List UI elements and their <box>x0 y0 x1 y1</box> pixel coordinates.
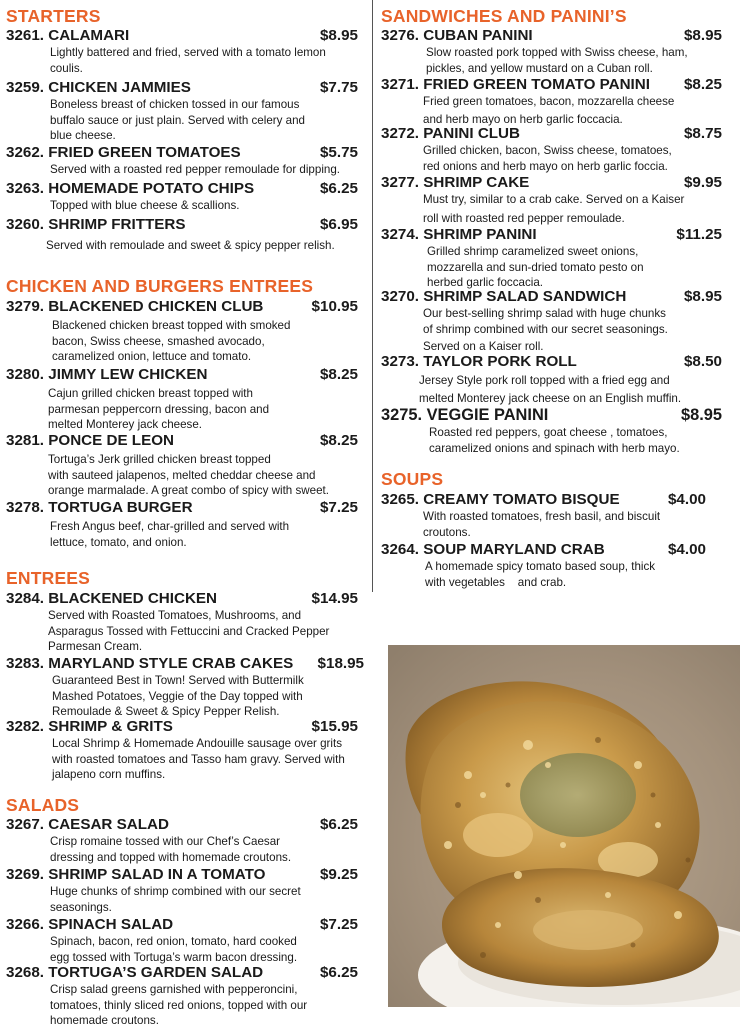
item-desc-line: jalapeno corn muffins. <box>52 768 166 782</box>
item-desc-line: pickles, and yellow mustard on a Cuban roll. <box>426 61 653 75</box>
item-price: $7.25 <box>319 916 358 933</box>
section-soups <box>381 469 739 489</box>
menu-item <box>6 654 364 720</box>
item-desc-line: mozzarella and sun-dried tomato pesto on <box>427 260 644 274</box>
menu-item <box>381 173 722 226</box>
item-desc-line: Served with Roasted Tomatoes, Mushrooms, and <box>48 609 302 622</box>
item-name: TORTUGA’S GARDEN SALAD <box>48 964 264 981</box>
item-name: SHRIMP SALAD SANDWICH <box>423 288 627 305</box>
item-code: 3271. <box>381 76 420 93</box>
item-desc-line: dressing and topped with homemade croutons. <box>50 850 292 864</box>
item-price: $7.25 <box>319 499 358 516</box>
item-price: $9.95 <box>683 174 722 191</box>
menu-item <box>6 431 358 499</box>
section-title: ENTREES <box>6 568 91 588</box>
item-desc-line: Jersey Style pork roll topped with a fried egg and <box>419 374 670 387</box>
menu-item <box>381 75 722 127</box>
section-title: SANDWICHES AND PANINI’S <box>381 6 627 26</box>
item-name: CAESAR SALAD <box>48 816 169 833</box>
item-price: $6.95 <box>319 216 358 233</box>
item-code: 3279. <box>6 298 45 315</box>
item-name: JIMMY LEW CHICKEN <box>48 366 208 383</box>
item-desc-line: blue cheese. <box>50 129 116 143</box>
item-name: FRIED GREEN TOMATO PANINI <box>423 76 650 93</box>
item-desc-line: Cajun grilled chicken breast topped with <box>48 387 253 400</box>
item-price: $18.95 <box>317 655 364 672</box>
item-price: $5.75 <box>319 144 358 161</box>
menu-item <box>6 215 358 254</box>
menu-item <box>381 540 706 590</box>
menu-item <box>6 717 358 783</box>
item-name: SHRIMP & GRITS <box>48 718 173 735</box>
item-price: $8.95 <box>683 288 722 305</box>
item-name: BLACKENED CHICKEN <box>48 590 218 607</box>
item-price: $11.25 <box>676 226 722 243</box>
item-desc-line: Slow roasted pork topped with Swiss cheese, ham, <box>426 46 688 59</box>
item-desc-line: Parmesan Cream. <box>48 640 143 654</box>
item-price: $8.95 <box>680 406 722 424</box>
fried-green-tomatoes-photo <box>388 645 740 1007</box>
item-code: 3261. <box>6 27 45 44</box>
menu-item <box>381 26 722 76</box>
section-salads <box>6 795 364 815</box>
section-starters <box>6 6 364 26</box>
item-desc-line: Roasted red peppers, goat cheese , tomatoes, <box>429 426 668 439</box>
item-desc-line: Served on a Kaiser roll. <box>423 340 544 354</box>
menu-item <box>381 124 722 174</box>
item-code: 3268. <box>6 964 45 981</box>
item-desc-line: Must try, similar to a crab cake. Served on a Kaiser <box>423 193 685 206</box>
item-name: HOMEMADE POTATO CHIPS <box>48 180 255 197</box>
item-price: $7.75 <box>319 79 358 96</box>
item-desc-line: croutons. <box>423 525 471 539</box>
item-desc-line: tomatoes, thinly sliced red onions, topped with our <box>50 998 308 1012</box>
item-desc-line: with sauteed jalapenos, melted cheddar cheese and <box>48 468 316 482</box>
item-desc-line: seasonings. <box>50 900 112 914</box>
item-name: PONCE DE LEON <box>48 432 174 449</box>
menu-item <box>381 405 722 456</box>
item-desc-line: parmesan peppercorn dressing, bacon and <box>48 402 270 416</box>
item-code: 3274. <box>381 226 420 243</box>
menu-item <box>6 143 358 178</box>
item-desc-line: melted Monterey jack cheese. <box>48 418 203 432</box>
item-desc-line: Local Shrimp & Homemade Andouille sausage over grits <box>52 737 342 750</box>
item-name: SHRIMP PANINI <box>423 226 537 243</box>
item-code: 3272. <box>381 125 420 142</box>
menu-item <box>6 865 358 915</box>
item-code: 3269. <box>6 866 45 883</box>
item-desc-line: Our best-selling shrimp salad with huge chunks <box>423 307 666 320</box>
item-desc-line: and herb mayo on herb garlic foccacia. <box>423 112 623 126</box>
item-desc-line: Fresh Angus beef, char-grilled and served with <box>50 520 290 533</box>
item-name: TORTUGA BURGER <box>48 499 193 516</box>
item-code: 3259. <box>6 79 45 96</box>
section-entrees <box>6 568 364 588</box>
menu-item <box>6 297 358 365</box>
item-code: 3263. <box>6 180 45 197</box>
item-desc-line: A homemade spicy tomato based soup, thick <box>425 560 656 573</box>
item-desc-line: Asparagus Tossed with Fettuccini and Cracked Pepper <box>48 624 330 638</box>
item-desc-line: with roasted tomatoes and Tasso ham gravy. Served with <box>52 752 345 766</box>
item-desc-line: coulis. <box>50 61 83 75</box>
item-desc-line: egg tossed with Tortuga’s warm bacon dressing. <box>50 950 298 964</box>
item-price: $8.25 <box>319 366 358 383</box>
menu-item <box>6 26 358 76</box>
item-desc-line: bacon, Swiss cheese, smashed avocado, <box>52 334 265 348</box>
item-desc-line: orange marmalade. A great combo of spicy with sweet. <box>48 484 329 498</box>
item-desc-line: Served with a roasted red pepper remoulade for dipping. <box>50 163 341 176</box>
column-divider <box>372 0 373 592</box>
menu-item <box>381 225 722 291</box>
item-name: BLACKENED CHICKEN CLUB <box>48 298 264 315</box>
item-name: CALAMARI <box>48 27 130 44</box>
item-desc-line: caramelized onions and spinach with herb mayo. <box>429 441 680 455</box>
item-code: 3276. <box>381 27 420 44</box>
section-title: SALADS <box>6 795 80 815</box>
menu-item <box>381 490 706 540</box>
item-name: SHRIMP SALAD IN A TOMATO <box>48 866 266 883</box>
item-desc-line: of shrimp combined with our secret seasonings. <box>423 322 668 336</box>
item-code: 3282. <box>6 718 45 735</box>
item-desc-line: Crisp romaine tossed with our Chef’s Caesar <box>50 835 281 848</box>
menu-item <box>381 287 722 355</box>
section-title: STARTERS <box>6 6 101 26</box>
item-code: 3277. <box>381 174 420 191</box>
item-name: SHRIMP CAKE <box>423 174 530 191</box>
item-desc-line: Lightly battered and fried, served with a tomato lemon <box>50 46 326 59</box>
item-code: 3281. <box>6 432 45 449</box>
item-price: $6.25 <box>319 816 358 833</box>
item-code: 3275. <box>381 406 423 424</box>
item-price: $8.50 <box>683 353 722 370</box>
item-code: 3266. <box>6 916 45 933</box>
item-price: $14.95 <box>311 590 358 607</box>
item-name: SHRIMP FRITTERS <box>48 216 186 233</box>
item-desc-line: Tortuga’s Jerk grilled chicken breast topped <box>48 453 271 466</box>
item-desc-line: with vegetables and crab. <box>425 575 567 589</box>
item-code: 3278. <box>6 499 45 516</box>
item-desc-line: Mashed Potatoes, Veggie of the Day topped with <box>52 689 303 703</box>
item-price: $4.00 <box>667 541 706 558</box>
section-title: SOUPS <box>381 469 444 489</box>
item-desc-line: Spinach, bacon, red onion, tomato, hard cooked <box>50 935 297 948</box>
menu-item <box>6 915 358 965</box>
item-code: 3260. <box>6 216 45 233</box>
item-name: PANINI CLUB <box>423 125 520 142</box>
item-code: 3265. <box>381 491 420 508</box>
item-desc-line: Grilled shrimp caramelized sweet onions, <box>427 245 639 258</box>
item-desc-line: Guaranteed Best in Town! Served with Buttermilk <box>52 674 304 687</box>
menu-item <box>381 352 722 406</box>
item-code: 3264. <box>381 541 420 558</box>
item-name: VEGGIE PANINI <box>426 406 549 424</box>
item-price: $8.95 <box>319 27 358 44</box>
item-name: SPINACH SALAD <box>48 916 174 933</box>
item-code: 3284. <box>6 590 45 607</box>
item-desc-line: homemade croutons. <box>50 1014 159 1028</box>
menu-item <box>6 78 358 144</box>
item-name: CREAMY TOMATO BISQUE <box>423 491 620 508</box>
item-desc-line: Grilled chicken, bacon, Swiss cheese, tomatoes, <box>423 144 672 157</box>
item-desc-line: herbed garlic foccacia. <box>427 276 543 290</box>
item-desc-line: roll with roasted red pepper remoulade. <box>423 211 625 225</box>
item-desc-line: Topped with blue cheese & scallions. <box>50 199 240 212</box>
item-price: $6.25 <box>319 180 358 197</box>
item-desc-line: With roasted tomatoes, fresh basil, and biscuit <box>423 510 661 523</box>
item-code: 3267. <box>6 816 45 833</box>
item-desc-line: Huge chunks of shrimp combined with our secret <box>50 885 301 898</box>
section-sandwiches <box>381 6 739 26</box>
item-price: $8.25 <box>319 432 358 449</box>
item-name: CHICKEN JAMMIES <box>48 79 191 96</box>
item-price: $8.95 <box>683 27 722 44</box>
item-price: $4.00 <box>667 491 706 508</box>
item-price: $15.95 <box>311 718 358 735</box>
item-name: SOUP MARYLAND CRAB <box>423 541 605 558</box>
item-desc-line: Served with remoulade and sweet & spicy pepper relish. <box>46 239 335 252</box>
item-price: $9.25 <box>319 866 358 883</box>
item-desc-line: Crisp salad greens garnished with pepperoncini, <box>50 983 298 996</box>
item-desc-line: caramelized onion, lettuce and tomato. <box>52 350 252 364</box>
menu-item <box>6 815 358 865</box>
item-name: CUBAN PANINI <box>423 27 533 44</box>
item-desc-line: melted Monterey jack cheese on an English muffin. <box>419 391 682 405</box>
item-code: 3283. <box>6 655 45 672</box>
section-chicken-burgers <box>6 276 364 296</box>
menu-item <box>6 963 358 1029</box>
item-desc-line: Blackened chicken breast topped with smoked <box>52 319 291 332</box>
item-name: TAYLOR PORK ROLL <box>423 353 577 370</box>
item-code: 3270. <box>381 288 420 305</box>
item-name: MARYLAND STYLE CRAB CAKES <box>48 655 294 672</box>
item-price: $8.75 <box>683 125 722 142</box>
menu-item <box>6 589 358 655</box>
menu-item <box>6 365 358 433</box>
item-desc-line: Remoulade & Sweet & Spicy Pepper Relish. <box>52 705 280 719</box>
item-desc-line: buffalo sauce or just plain. Served with celery and <box>50 113 305 127</box>
item-price: $10.95 <box>311 298 358 315</box>
item-desc-line: Boneless breast of chicken tossed in our famous <box>50 98 300 111</box>
item-price: $8.25 <box>683 76 722 93</box>
item-name: FRIED GREEN TOMATOES <box>48 144 241 161</box>
section-title: CHICKEN AND BURGERS ENTREES <box>6 276 314 296</box>
menu-item <box>6 498 358 550</box>
item-desc-line: Fried green tomatoes, bacon, mozzarella cheese <box>423 95 675 108</box>
item-desc-line: red onions and herb mayo on herb garlic foccia. <box>423 159 668 173</box>
menu-item <box>6 179 358 214</box>
item-price: $6.25 <box>319 964 358 981</box>
item-code: 3262. <box>6 144 45 161</box>
item-desc-line: lettuce, tomato, and onion. <box>50 535 187 549</box>
item-code: 3280. <box>6 366 45 383</box>
item-code: 3273. <box>381 353 420 370</box>
